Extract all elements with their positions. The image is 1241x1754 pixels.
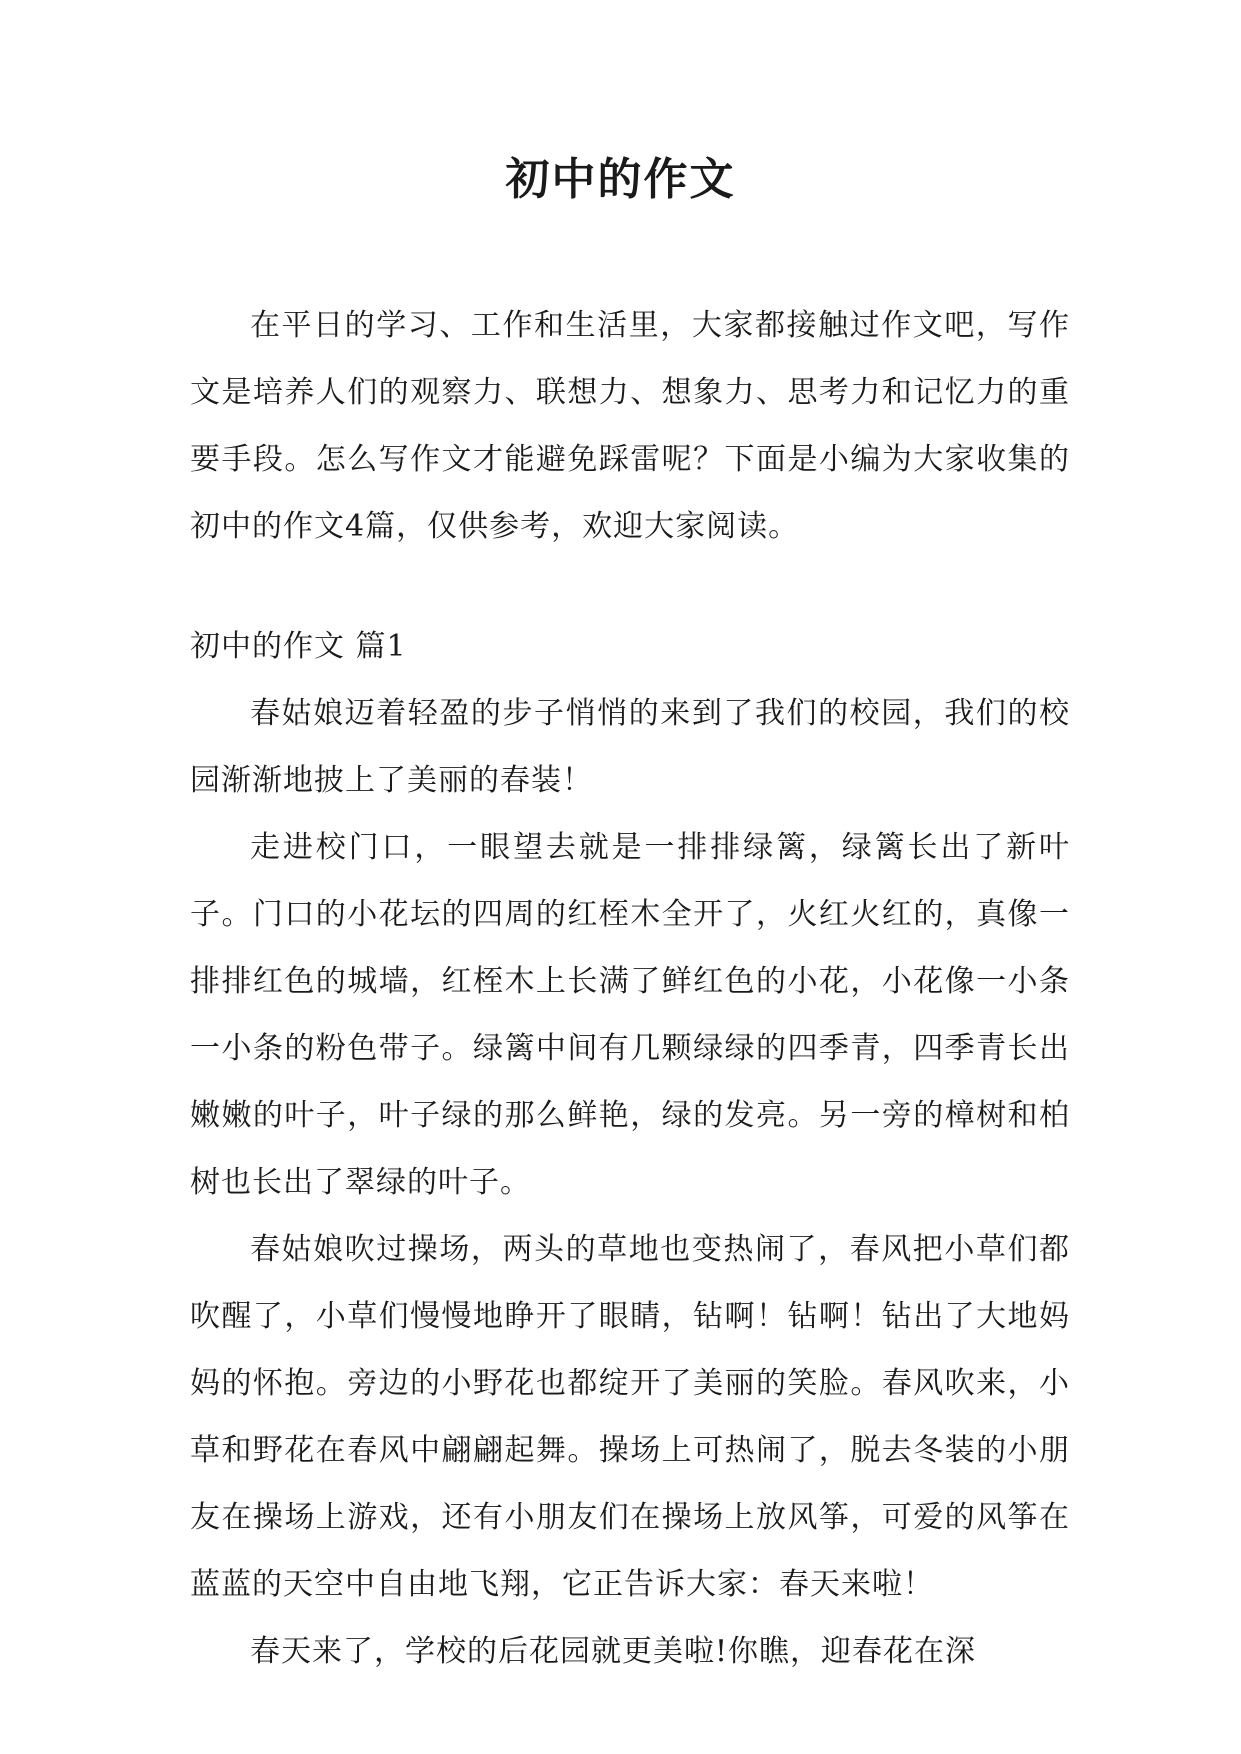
body-paragraph: 春姑娘吹过操场，两头的草地也变热闹了，春风把小草们都吹醒了，小草们慢慢地睁开了眼睛，钻啊！钻啊！钻出了大地妈妈的怀抱。旁边的小野花也都绽开了美丽的笑脸。春风吹来，小草和野花在春风中翩翩起舞。操场上可热闹了，脱去冬装的小朋友在操场上游戏，还有小朋友们在操场上放风筝，可爱的风筝在蓝蓝的天空中自由地飞翔，它正告诉大家：春天来啦！ — [190, 1232, 1070, 1602]
body-paragraph: 走进校门口，一眼望去就是一排排绿篱，绿篱长出了新叶子。门口的小花坛的四周的红桎木全开了，火红火红的，真像一排排红色的城墙，红桎木上长满了鲜红色的小花，小花像一小条一小条的粉色带子。绿篱中间有几颗绿绿的四季青，四季青长出嫩嫩的叶子，叶子绿的那么鲜艳，绿的发亮。另一旁的樟树和柏树也长出了翠绿的叶子。 — [190, 830, 1070, 1200]
document-title: 初中的作文 — [505, 154, 736, 205]
document-body — [190, 292, 1070, 1685]
section-heading: 初中的作文 篇1 — [190, 629, 407, 664]
body-paragraph: 春姑娘迈着轻盈的步子悄悄的来到了我们的校园，我们的校园渐渐地披上了美丽的春装！ — [190, 696, 1070, 798]
intro-paragraph: 在平日的学习、工作和生活里，大家都接触过作文吧，写作文是培养人们的观察力、联想力、想象力、思考力和记忆力的重要手段。怎么写作文才能避免踩雷呢？下面是小编为大家收集的初中的作文4篇，仅供参考，欢迎大家阅读。 — [190, 308, 1070, 544]
body-paragraph: 春天来了，学校的后花园就更美啦!你瞧，迎春花在深 — [250, 1634, 977, 1669]
